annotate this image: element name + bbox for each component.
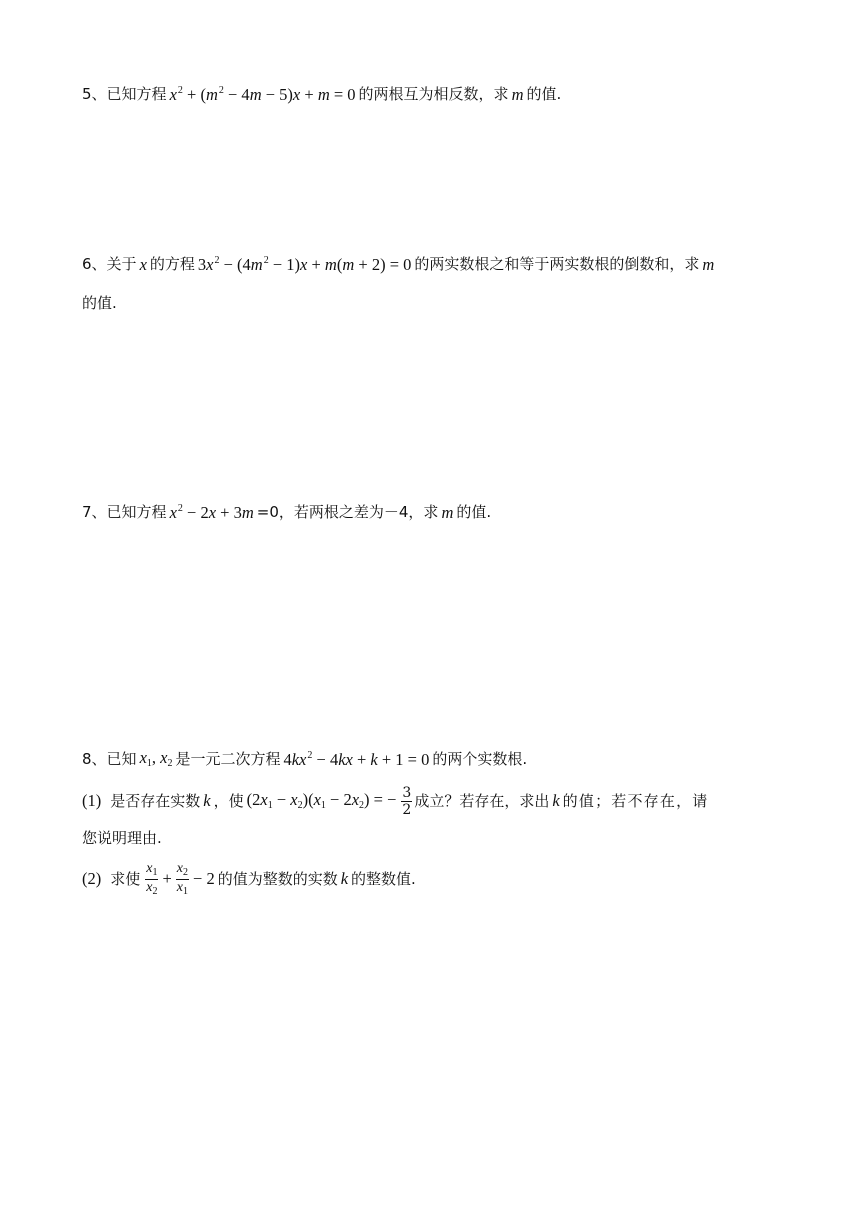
fraction: $\frac{x_2}{x_1}$ <box>176 861 189 897</box>
question-text: 已知方程 <box>106 503 167 522</box>
question-6-line-2 <box>82 296 117 311</box>
question-text: 的方程 <box>149 255 195 274</box>
question-text: 的值为整数的实数 <box>217 870 338 888</box>
part-label: (1) <box>82 791 102 811</box>
question-text: 是一元二次方程 <box>175 750 281 768</box>
question-number: 8、 <box>82 750 107 768</box>
question-text: 的两实数根之和等于两实数根的倒数和，求 <box>414 255 700 274</box>
question-8 <box>82 750 527 769</box>
equation: $(2x_1 - x_2)(x_1 - 2x_2)$ = − <box>246 790 397 811</box>
part-label: (2) <box>82 869 102 889</box>
question-number: 5、 <box>82 85 107 104</box>
question-text: 的值. <box>526 85 562 104</box>
question-8-part-2 <box>82 862 416 897</box>
question-text: 求使 <box>110 870 141 888</box>
question-6 <box>82 256 717 274</box>
question-number: 7、 <box>82 503 107 522</box>
question-text: 的两个实数根. <box>432 750 528 768</box>
question-text: 成立？若存在，求出 <box>414 792 550 810</box>
question-5 <box>82 86 561 104</box>
question-7 <box>82 504 491 522</box>
question-8-part-1-line-2 <box>82 831 162 846</box>
question-text: 的两根互为相反数，求 <box>358 85 509 104</box>
question-8-part-1 <box>82 786 708 817</box>
question-text: =0，若两根之差为－4，求 <box>256 503 439 522</box>
variable: k <box>203 791 211 811</box>
expression: $\frac{x_1}{x_2}$ + $\frac{x_2}{x_1}$ − 2 <box>146 861 215 897</box>
variable: m <box>441 502 454 522</box>
question-text: ，使 <box>213 792 244 810</box>
variable: m <box>702 254 715 274</box>
question-text: 的整数值. <box>351 870 416 888</box>
question-text: 已知方程 <box>106 85 167 104</box>
equation: $4kx^2 - 4kx + k + 1 = 0$ <box>283 749 430 769</box>
question-text: 是否存在实数 <box>110 792 201 810</box>
roots-expression: $x_1$, $x_2$ <box>139 748 173 769</box>
equation: $3x^2 - (4m^2 - 1)x + m(m + 2) = 0$ <box>197 255 412 274</box>
variable: x <box>139 254 147 274</box>
question-text: 的值. <box>456 503 492 522</box>
fraction: $\frac{3}{2}$ <box>402 785 412 818</box>
variable: m <box>511 84 524 104</box>
equation: $x^2 + (m^2 - 4m - 5)x + m = 0$ <box>169 85 356 104</box>
question-text: 已知 <box>106 750 137 768</box>
variable: k <box>340 869 349 889</box>
question-text: 您说明理由. <box>82 829 162 847</box>
question-number: 6、 <box>82 255 107 274</box>
variable: k <box>552 791 560 811</box>
question-text: 的值；若不存在，请 <box>562 792 709 810</box>
fraction: $\frac{x_1}{x_2}$ <box>146 861 158 897</box>
question-text: 关于 <box>106 255 137 274</box>
question-text: 的值. <box>82 294 117 312</box>
equation: $x^2 - 2x + 3m$ <box>169 503 254 522</box>
